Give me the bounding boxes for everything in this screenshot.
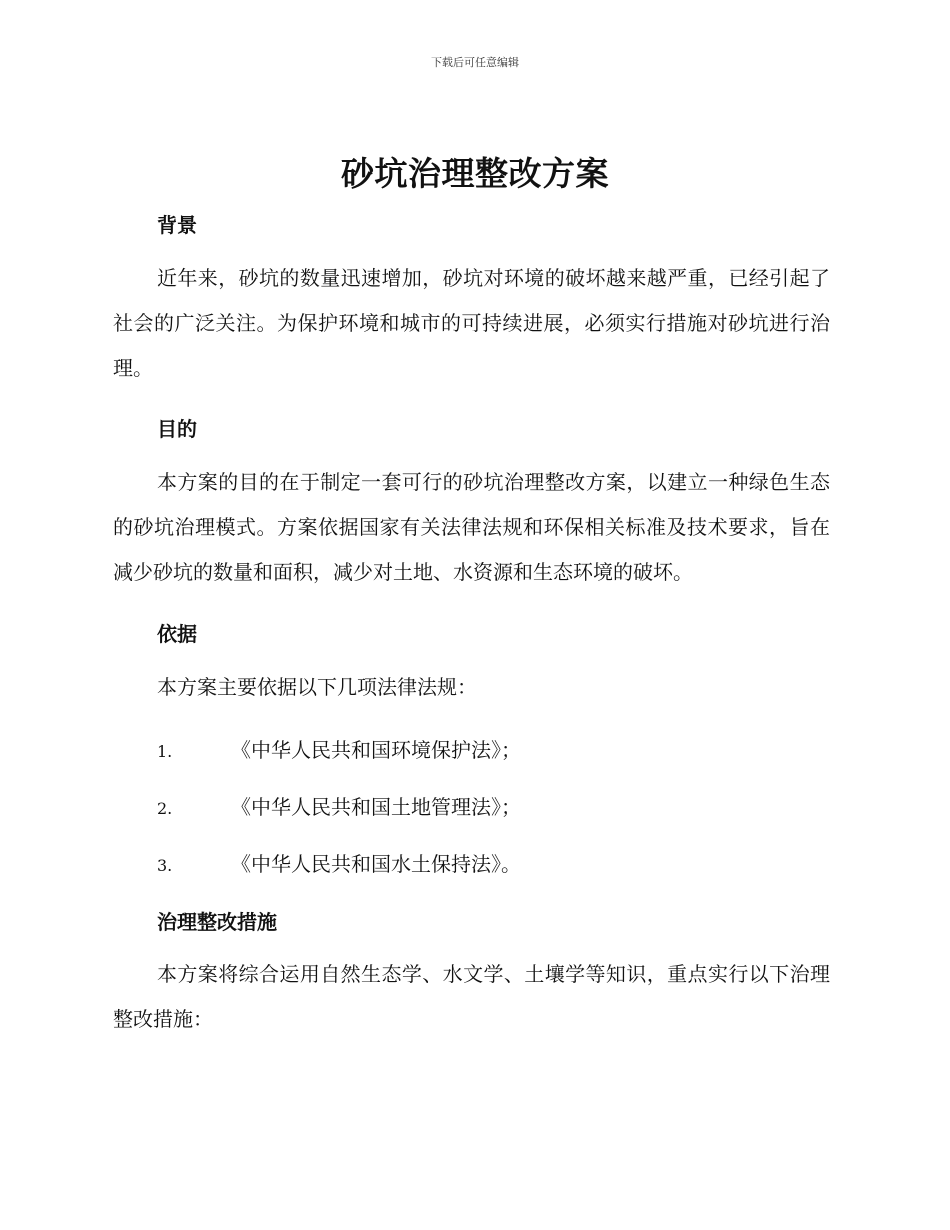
- list-item: [157, 848, 830, 877]
- list-item-number: 2.: [157, 799, 173, 818]
- paragraph-measures: 本方案将综合运用自然生态学、水文学、土壤学等知识，重点实行以下治理整改措施：: [113, 962, 830, 1031]
- list-item-text: 《中华人民共和国环境保护法》；: [231, 738, 521, 762]
- list-item-number: 1.: [157, 742, 173, 761]
- header-note: 下载后可任意编辑: [431, 56, 519, 69]
- list-item-number: 3.: [157, 856, 173, 875]
- list-item: [157, 791, 830, 820]
- section-heading-background: 背景: [157, 213, 197, 237]
- paragraph-basis-intro: 本方案主要依据以下几项法律法规：: [157, 675, 477, 699]
- section-heading-measures: 治理整改措施: [157, 910, 277, 934]
- paragraph-background: 近年来，砂坑的数量迅速增加，砂坑对环境的破坏越来越严重，已经引起了社会的广泛关注。为保护环境和城市的可持续进展，必须实行措施对砂坑进行治理。: [113, 266, 830, 380]
- section-heading-purpose: 目的: [157, 417, 197, 441]
- document-title: 砂坑治理整改方案: [341, 154, 609, 193]
- list-item-text: 《中华人民共和国土地管理法》；: [231, 795, 521, 819]
- list-item-text: 《中华人民共和国水土保持法》。: [231, 852, 521, 876]
- list-item: [157, 734, 830, 763]
- paragraph-purpose: 本方案的目的在于制定一套可行的砂坑治理整改方案，以建立一种绿色生态的砂坑治理模式。方案依据国家有关法律法规和环保相关标准及技术要求，旨在减少砂坑的数量和面积，减少对土地、水资源和生态环境的破坏。: [113, 470, 830, 584]
- section-heading-basis: 依据: [157, 622, 197, 646]
